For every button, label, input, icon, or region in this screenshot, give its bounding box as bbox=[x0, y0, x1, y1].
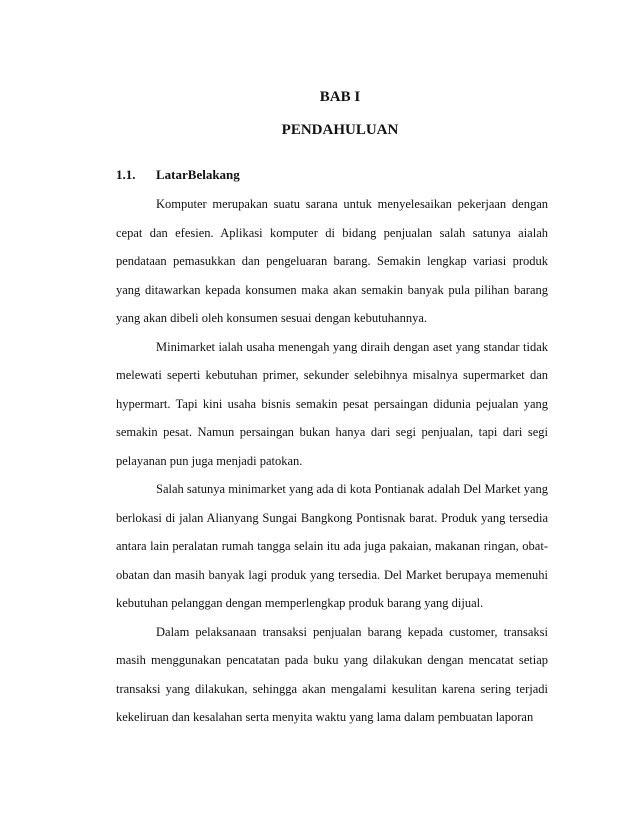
chapter-number: BAB I bbox=[319, 89, 361, 105]
paragraph: Komputer merupakan suatu sarana untuk menyelesaikan pekerjaan dengan cepat dan efesien. Aplikasi komputer di bidang penjualan salah satunya aialah pendataan pemasukkan dan pengeluaran barang. Semakin lengkap variasi produk yang ditawarkan kepada konsumen maka akan semakin banyak pula pilihan barang yang akan dibeli oleh konsumen sesuai dengan kebutuhannya. bbox=[116, 197, 548, 325]
section-heading bbox=[116, 167, 240, 183]
paragraph: Minimarket ialah usaha menengah yang diraih dengan aset yang standar tidak melewati seperti kebutuhan primer, sekunder selebihnya misalnya supermarket dan hypermart. Tapi kini usaha bisnis semakin pesat persaingan didunia pejualan yang semakin pesat. Namun persaingan bukan hanya dari segi penjualan, tapi dari segi pelayanan pun juga menjadi patokan. bbox=[116, 339, 548, 468]
paragraph: Salah satunya minimarket yang ada di kota Pontianak adalah Del Market yang berlokasi di jalan Alianyang Sungai Bangkong Pontisnak barat. Produk yang tersedia antara lain peralatan rumah tangga selain itu ada juga pakaian, makanan ringan, obat-obatan dan masih banyak lagi produk yang tersedia. Del Market berupaya memenuhi kebutuhan pelanggan dengan memperlengkap produk barang yang dijual. bbox=[116, 482, 548, 610]
paragraph: Dalam pelaksanaan transaksi penjualan barang kepada customer, transaksi masih menggunakan pencatatan pada buku yang dilakukan dengan mencatat setiap transaksi yang dilakukan, sehingga akan mengalami kesulitan karena sering terjadi kekeliruan dan kesalahan serta menyita waktu yang lama dalam pembuatan laporan bbox=[116, 624, 548, 724]
body-text bbox=[116, 190, 548, 732]
section-title: LatarBelakang bbox=[156, 167, 240, 182]
chapter-title: PENDAHULUAN bbox=[281, 122, 399, 138]
section-number: 1.1. bbox=[116, 167, 136, 182]
